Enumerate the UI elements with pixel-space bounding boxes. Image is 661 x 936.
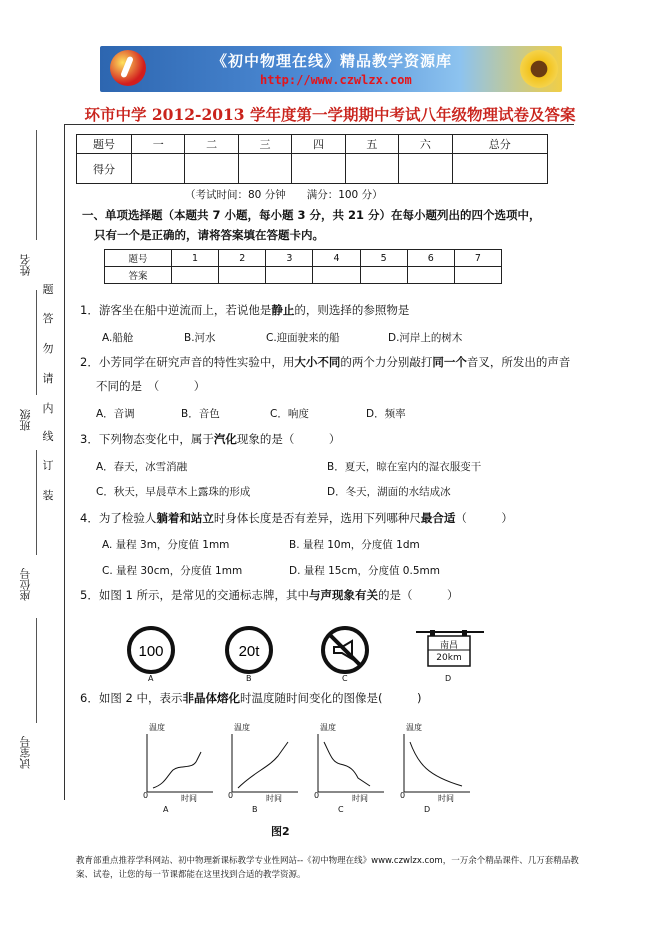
graph-b-plot <box>228 732 300 796</box>
question-6-stem <box>80 690 421 706</box>
answer-header-cell: 2 <box>219 250 266 267</box>
title-divider <box>64 124 574 125</box>
q3-text: 3．下列物态变化中，属于 <box>80 432 214 446</box>
score-header-cell: 题号 <box>77 135 132 154</box>
side-line <box>36 450 37 555</box>
exam-info: （考试时间：80 分钟 满分：100 分） <box>185 189 383 201</box>
side-char: 内 <box>42 402 54 415</box>
q3-option-d[interactable]: D．冬天，湖面的水结成冰 <box>327 486 451 498</box>
q5-text: 的是（ ） <box>377 588 459 602</box>
sign-c-label: C <box>342 674 348 683</box>
section1-heading-rest: 在每小题列出的四个选项中， <box>391 208 541 222</box>
q3-keyword: 汽化 <box>213 432 237 446</box>
question-5-stem <box>80 587 458 603</box>
sign-d-label: D <box>445 674 452 683</box>
graph-a[interactable] <box>143 722 215 812</box>
sign-d-distance: 20km <box>436 653 462 663</box>
q4-option-a[interactable]: A. 量程 3m，分度值 1mm <box>102 539 230 551</box>
no-honking-sign-icon <box>320 625 370 675</box>
q1-option-d[interactable]: D.河岸上的树木 <box>388 332 463 344</box>
q3-option-b[interactable]: B．夏天，晾在室内的湿衣服变干 <box>327 461 482 473</box>
q1-keyword: 静止 <box>271 303 295 317</box>
q5-keyword: 与声现象有关 <box>308 588 378 602</box>
graph-origin: 0 <box>228 791 234 800</box>
graph-y-label: 温度 <box>320 723 336 732</box>
side-char: 题 <box>42 283 54 296</box>
graph-b[interactable] <box>228 722 300 812</box>
answer-cell[interactable] <box>360 267 407 284</box>
q1-option-a[interactable]: A.船舱 <box>102 332 134 344</box>
q2-option-c[interactable]: C．响度 <box>270 408 309 420</box>
answer-table <box>104 249 502 284</box>
q3-option-c[interactable]: C．秋天，早晨草木上露珠的形成 <box>96 486 251 498</box>
side-char: 订 <box>42 459 54 472</box>
banner-title: 《初中物理在线》精品教学资源库 <box>212 52 453 70</box>
graph-d-plot <box>400 732 472 796</box>
header-banner <box>100 46 562 92</box>
q4-option-c[interactable]: C. 量程 30cm，分度值 1mm <box>102 565 243 577</box>
q6-text: 6．如图 2 中，表示 <box>80 691 183 705</box>
q4-keyword: 最合适 <box>420 511 456 525</box>
side-label-name: 姓名 <box>19 254 32 276</box>
graph-c-plot <box>314 732 386 796</box>
score-cell[interactable] <box>399 154 452 184</box>
answer-header-cell: 3 <box>266 250 313 267</box>
score-header-cell: 二 <box>185 135 238 154</box>
side-char: 线 <box>42 430 54 443</box>
side-label-exam-no: 试室号 <box>19 736 32 770</box>
answer-cell[interactable] <box>454 267 501 284</box>
score-header-cell: 四 <box>292 135 345 154</box>
q5-text: 5．如图 1 所示，是常见的交通标志牌，其中 <box>80 588 309 602</box>
page-title: 环市中学 2012-2013 学年度第一学期期中考试八年级物理试卷及答案 <box>84 105 576 124</box>
q3-option-a[interactable]: A．春天，冰雪消融 <box>96 461 188 473</box>
graph-c-label: C <box>338 805 344 814</box>
answer-header-cell: 4 <box>313 250 360 267</box>
answer-cell[interactable] <box>266 267 313 284</box>
score-cell[interactable] <box>292 154 345 184</box>
score-cell[interactable] <box>132 154 185 184</box>
weight-limit-sign-icon <box>224 625 274 675</box>
q4-text: （ ） <box>455 511 513 525</box>
graph-origin: 0 <box>400 791 406 800</box>
sign-a-text: 100 <box>138 643 164 660</box>
question-4-stem <box>80 510 513 526</box>
q1-option-c[interactable]: C.迎面驶来的船 <box>266 332 340 344</box>
score-header-cell: 三 <box>238 135 291 154</box>
side-char: 答 <box>42 312 54 325</box>
answer-cell[interactable] <box>172 267 219 284</box>
side-char: 勿 <box>42 342 54 355</box>
graph-x-label: 时间 <box>181 794 197 803</box>
sunflower-image <box>520 50 558 88</box>
q2-text: 的两个力分别敲打 <box>340 355 433 369</box>
question-2-stem <box>80 354 570 370</box>
side-char: 装 <box>42 489 54 502</box>
score-cell[interactable] <box>185 154 238 184</box>
score-header-cell: 一 <box>132 135 185 154</box>
answer-header-cell: 题号 <box>105 250 172 267</box>
answer-row-label: 答案 <box>105 267 172 284</box>
answer-cell[interactable] <box>219 267 266 284</box>
sign-d-text: 南昌 <box>439 641 458 651</box>
graph-x-label: 时间 <box>438 794 454 803</box>
question-1-stem <box>80 302 409 318</box>
q4-keyword: 躺着和站立 <box>156 511 214 525</box>
section1-heading <box>82 207 541 223</box>
section1-instruction: 只有一个是正确的，请将答案填在答题卡内。 <box>94 228 324 242</box>
answer-table-header-row <box>105 250 502 267</box>
score-table-row <box>77 154 548 184</box>
q2-option-b[interactable]: B．音色 <box>181 408 220 420</box>
graph-y-label: 温度 <box>149 723 165 732</box>
answer-header-cell: 7 <box>454 250 501 267</box>
score-header-cell: 五 <box>345 135 398 154</box>
q2-keyword: 大小不同 <box>294 355 341 369</box>
q2-text: 音叉，所发出的声音 <box>466 355 571 369</box>
side-label-seat: 座位号 <box>19 568 32 602</box>
q4-option-b[interactable]: B. 量程 10m，分度值 1dm <box>289 539 420 551</box>
answer-table-row <box>105 267 502 284</box>
score-cell[interactable] <box>345 154 398 184</box>
score-cell[interactable] <box>452 154 547 184</box>
graph-b-label: B <box>252 805 258 814</box>
figure-2-caption: 图2 <box>271 825 290 838</box>
score-cell[interactable] <box>238 154 291 184</box>
side-line <box>36 290 37 395</box>
answer-header-cell: 6 <box>407 250 454 267</box>
q3-text: 现象的是（ ） <box>236 432 341 446</box>
score-header-cell: 六 <box>399 135 452 154</box>
q1-option-b[interactable]: B.河水 <box>184 332 216 344</box>
q2-text: 2．小芳同学在研究声音的特性实验中，用 <box>80 355 295 369</box>
q4-text: 4．为了检验人 <box>80 511 157 525</box>
answer-cell[interactable] <box>407 267 454 284</box>
side-label-class: 班级 <box>19 409 32 431</box>
q1-text: 1．游客坐在船中逆流而上，若说他是 <box>80 303 272 317</box>
sign-a-label: A <box>148 674 154 683</box>
page-footer: 教育部重点推荐学科网站、初中物理新课标教学专业性网站--《初中物理在线》www.czwlzx.com，一万余个精品课件、几万套精品教案、试卷，让您的每一节课都能在这里找到合适的教学资源。 <box>76 856 579 880</box>
sign-d[interactable] <box>416 628 484 668</box>
answer-header-cell: 5 <box>360 250 407 267</box>
question-2-line2: 不同的是 （ ） <box>96 379 206 393</box>
q6-text: 时温度随时间变化的图像是( ) <box>239 691 422 705</box>
site-logo <box>110 50 146 86</box>
score-table <box>76 134 548 184</box>
score-table-header-row <box>77 135 548 154</box>
binding-line <box>64 125 65 800</box>
sign-b-text: 20t <box>238 643 260 660</box>
section1-heading-bold: 一、单项选择题（本题共 7 小题，每小题 3 分，共 21 分） <box>82 208 392 222</box>
side-char: 请 <box>42 372 54 385</box>
banner-url[interactable]: http://www.czwlzx.com <box>260 73 412 87</box>
sign-c[interactable] <box>320 625 370 679</box>
score-row-label: 得分 <box>77 154 132 184</box>
q2-keyword: 同一个 <box>432 355 467 369</box>
graph-origin: 0 <box>314 791 320 800</box>
graph-d[interactable] <box>400 722 472 812</box>
graph-y-label: 温度 <box>234 723 250 732</box>
graph-c[interactable] <box>314 722 386 812</box>
answer-header-cell: 1 <box>172 250 219 267</box>
graph-d-label: D <box>424 805 431 814</box>
q6-keyword: 非晶体熔化 <box>182 691 240 705</box>
question-3-stem <box>80 431 340 447</box>
q4-text: 时身体长度是否有差异，选用下列哪种尺 <box>213 511 421 525</box>
q4-option-d[interactable]: D. 量程 15cm，分度值 0.5mm <box>289 565 440 577</box>
graph-x-label: 时间 <box>266 794 282 803</box>
graph-a-plot <box>143 732 215 796</box>
speed-limit-sign-icon <box>126 625 176 675</box>
graph-y-label: 温度 <box>406 723 422 732</box>
score-header-cell: 总分 <box>452 135 547 154</box>
graph-a-label: A <box>163 805 169 814</box>
q2-option-a[interactable]: A．音调 <box>96 408 135 420</box>
answer-cell[interactable] <box>313 267 360 284</box>
q2-option-d[interactable]: D．频率 <box>366 408 406 420</box>
sign-b[interactable] <box>224 625 274 679</box>
graph-x-label: 时间 <box>352 794 368 803</box>
side-line <box>36 130 37 240</box>
sign-b-label: B <box>246 674 252 683</box>
graph-origin: 0 <box>143 791 149 800</box>
q1-text: 的，则选择的参照物是 <box>294 303 410 317</box>
sign-a[interactable] <box>126 625 176 679</box>
side-line <box>36 618 37 723</box>
